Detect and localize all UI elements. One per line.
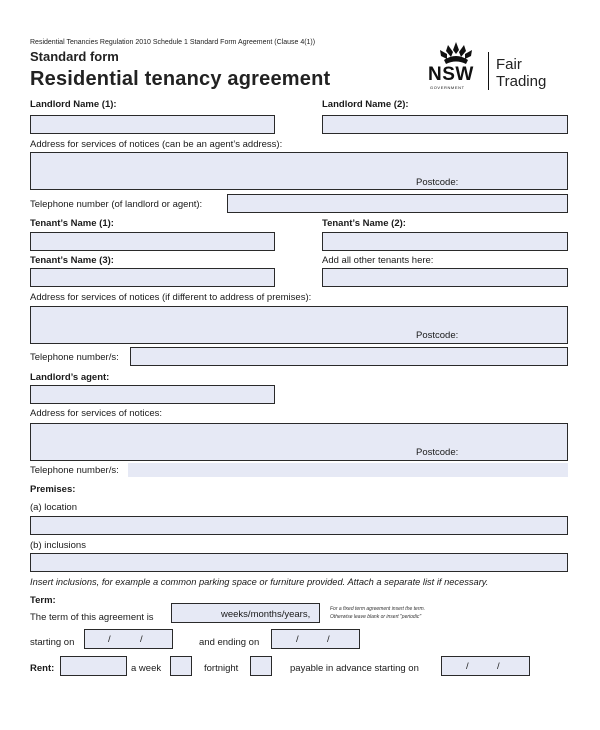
location-label: (a) location xyxy=(30,502,77,513)
government-wordmark: GOVERNMENT xyxy=(430,85,465,90)
fortnightly-checkbox[interactable] xyxy=(250,656,272,676)
payable-label: payable in advance starting on xyxy=(290,663,419,674)
postcode-input[interactable] xyxy=(463,174,566,188)
landlord-name-2-label: Landlord Name (2): xyxy=(322,99,409,110)
rent-amount-input[interactable] xyxy=(60,656,127,676)
payable-start-date-input[interactable] xyxy=(441,656,530,676)
end-date-input[interactable] xyxy=(271,629,360,649)
telephone-tenant-label: Telephone number/s: xyxy=(30,352,119,363)
tenant-name-3-input[interactable] xyxy=(30,268,275,287)
inclusions-note: Insert inclusions, for example a common parking space or furniture provided. Attach a separate list if necessary. xyxy=(30,577,489,587)
postcode-tenant-input[interactable] xyxy=(463,327,566,341)
tenant-name-1-input[interactable] xyxy=(30,232,275,251)
term-note-1: For a fixed term agreement insert the term. xyxy=(330,606,426,612)
address-agent-label: Address for services of notices: xyxy=(30,408,162,419)
rent-label: Rent: xyxy=(30,663,55,674)
tenant-name-2-label: Tenant’s Name (2): xyxy=(322,218,406,229)
telephone-landlord-input[interactable] xyxy=(227,194,568,213)
telephone-agent-input[interactable] xyxy=(128,463,568,477)
tenant-name-2-input[interactable] xyxy=(322,232,568,251)
other-tenants-input[interactable] xyxy=(322,268,568,287)
starting-on-label: starting on xyxy=(30,637,75,648)
telephone-landlord-label: Telephone number (of landlord or agent): xyxy=(30,199,203,210)
landlords-agent-label: Landlord’s agent: xyxy=(30,372,110,383)
telephone-agent-label: Telephone number/s: xyxy=(30,465,119,476)
date-separator: / xyxy=(327,634,330,645)
start-date-input[interactable] xyxy=(84,629,173,649)
tenant-name-3-label: Tenant’s Name (3): xyxy=(30,255,114,266)
logo-divider xyxy=(488,52,489,90)
term-label: Term: xyxy=(30,595,56,606)
postcode-label: Postcode: xyxy=(416,177,459,188)
premises-label: Premises: xyxy=(30,484,76,495)
trading-wordmark: Trading xyxy=(496,73,547,90)
page-title: Residential tenancy agreement xyxy=(30,68,331,90)
other-tenants-label: Add all other tenants here: xyxy=(322,255,434,266)
postcode-label: Postcode: xyxy=(416,330,459,341)
postcode-label: Postcode: xyxy=(416,447,459,458)
a-week-label: a week xyxy=(131,663,162,674)
term-units-label: weeks/months/years, xyxy=(221,609,311,620)
telephone-tenant-input[interactable] xyxy=(130,347,568,366)
weekly-checkbox[interactable] xyxy=(170,656,192,676)
date-separator: / xyxy=(466,661,469,672)
regulation-reference: Residential Tenancies Regulation 2010 Schedule 1 Standard Form Agreement (Clause 4(1)) xyxy=(30,39,316,46)
landlords-agent-input[interactable] xyxy=(30,385,275,404)
inclusions-input[interactable] xyxy=(30,553,568,572)
waratah-flower-icon xyxy=(432,40,480,66)
term-line-label: The term of this agreement is xyxy=(30,612,154,623)
tenant-name-1-label: Tenant’s Name (1): xyxy=(30,218,114,229)
location-input[interactable] xyxy=(30,516,568,535)
ending-on-label: and ending on xyxy=(199,637,260,648)
address-tenant-label: Address for services of notices (if different to address of premises): xyxy=(30,292,312,303)
date-separator: / xyxy=(497,661,500,672)
landlord-name-2-input[interactable] xyxy=(322,115,568,134)
fortnight-label: fortnight xyxy=(204,663,239,674)
postcode-agent-input[interactable] xyxy=(463,444,566,458)
inclusions-label: (b) inclusions xyxy=(30,540,86,551)
nsw-fair-trading-logo xyxy=(428,40,573,95)
nsw-wordmark: NSW xyxy=(428,64,474,85)
fair-wordmark: Fair xyxy=(496,56,522,73)
date-separator: / xyxy=(140,634,143,645)
standard-form-label: Standard form xyxy=(30,49,119,64)
landlord-name-1-label: Landlord Name (1): xyxy=(30,99,117,110)
date-separator: / xyxy=(296,634,299,645)
address-notices-label: Address for services of notices (can be an agent’s address): xyxy=(30,139,283,150)
landlord-name-1-input[interactable] xyxy=(30,115,275,134)
term-note-2: Otherwise leave blank or insert "periodic" xyxy=(330,614,422,620)
date-separator: / xyxy=(108,634,111,645)
